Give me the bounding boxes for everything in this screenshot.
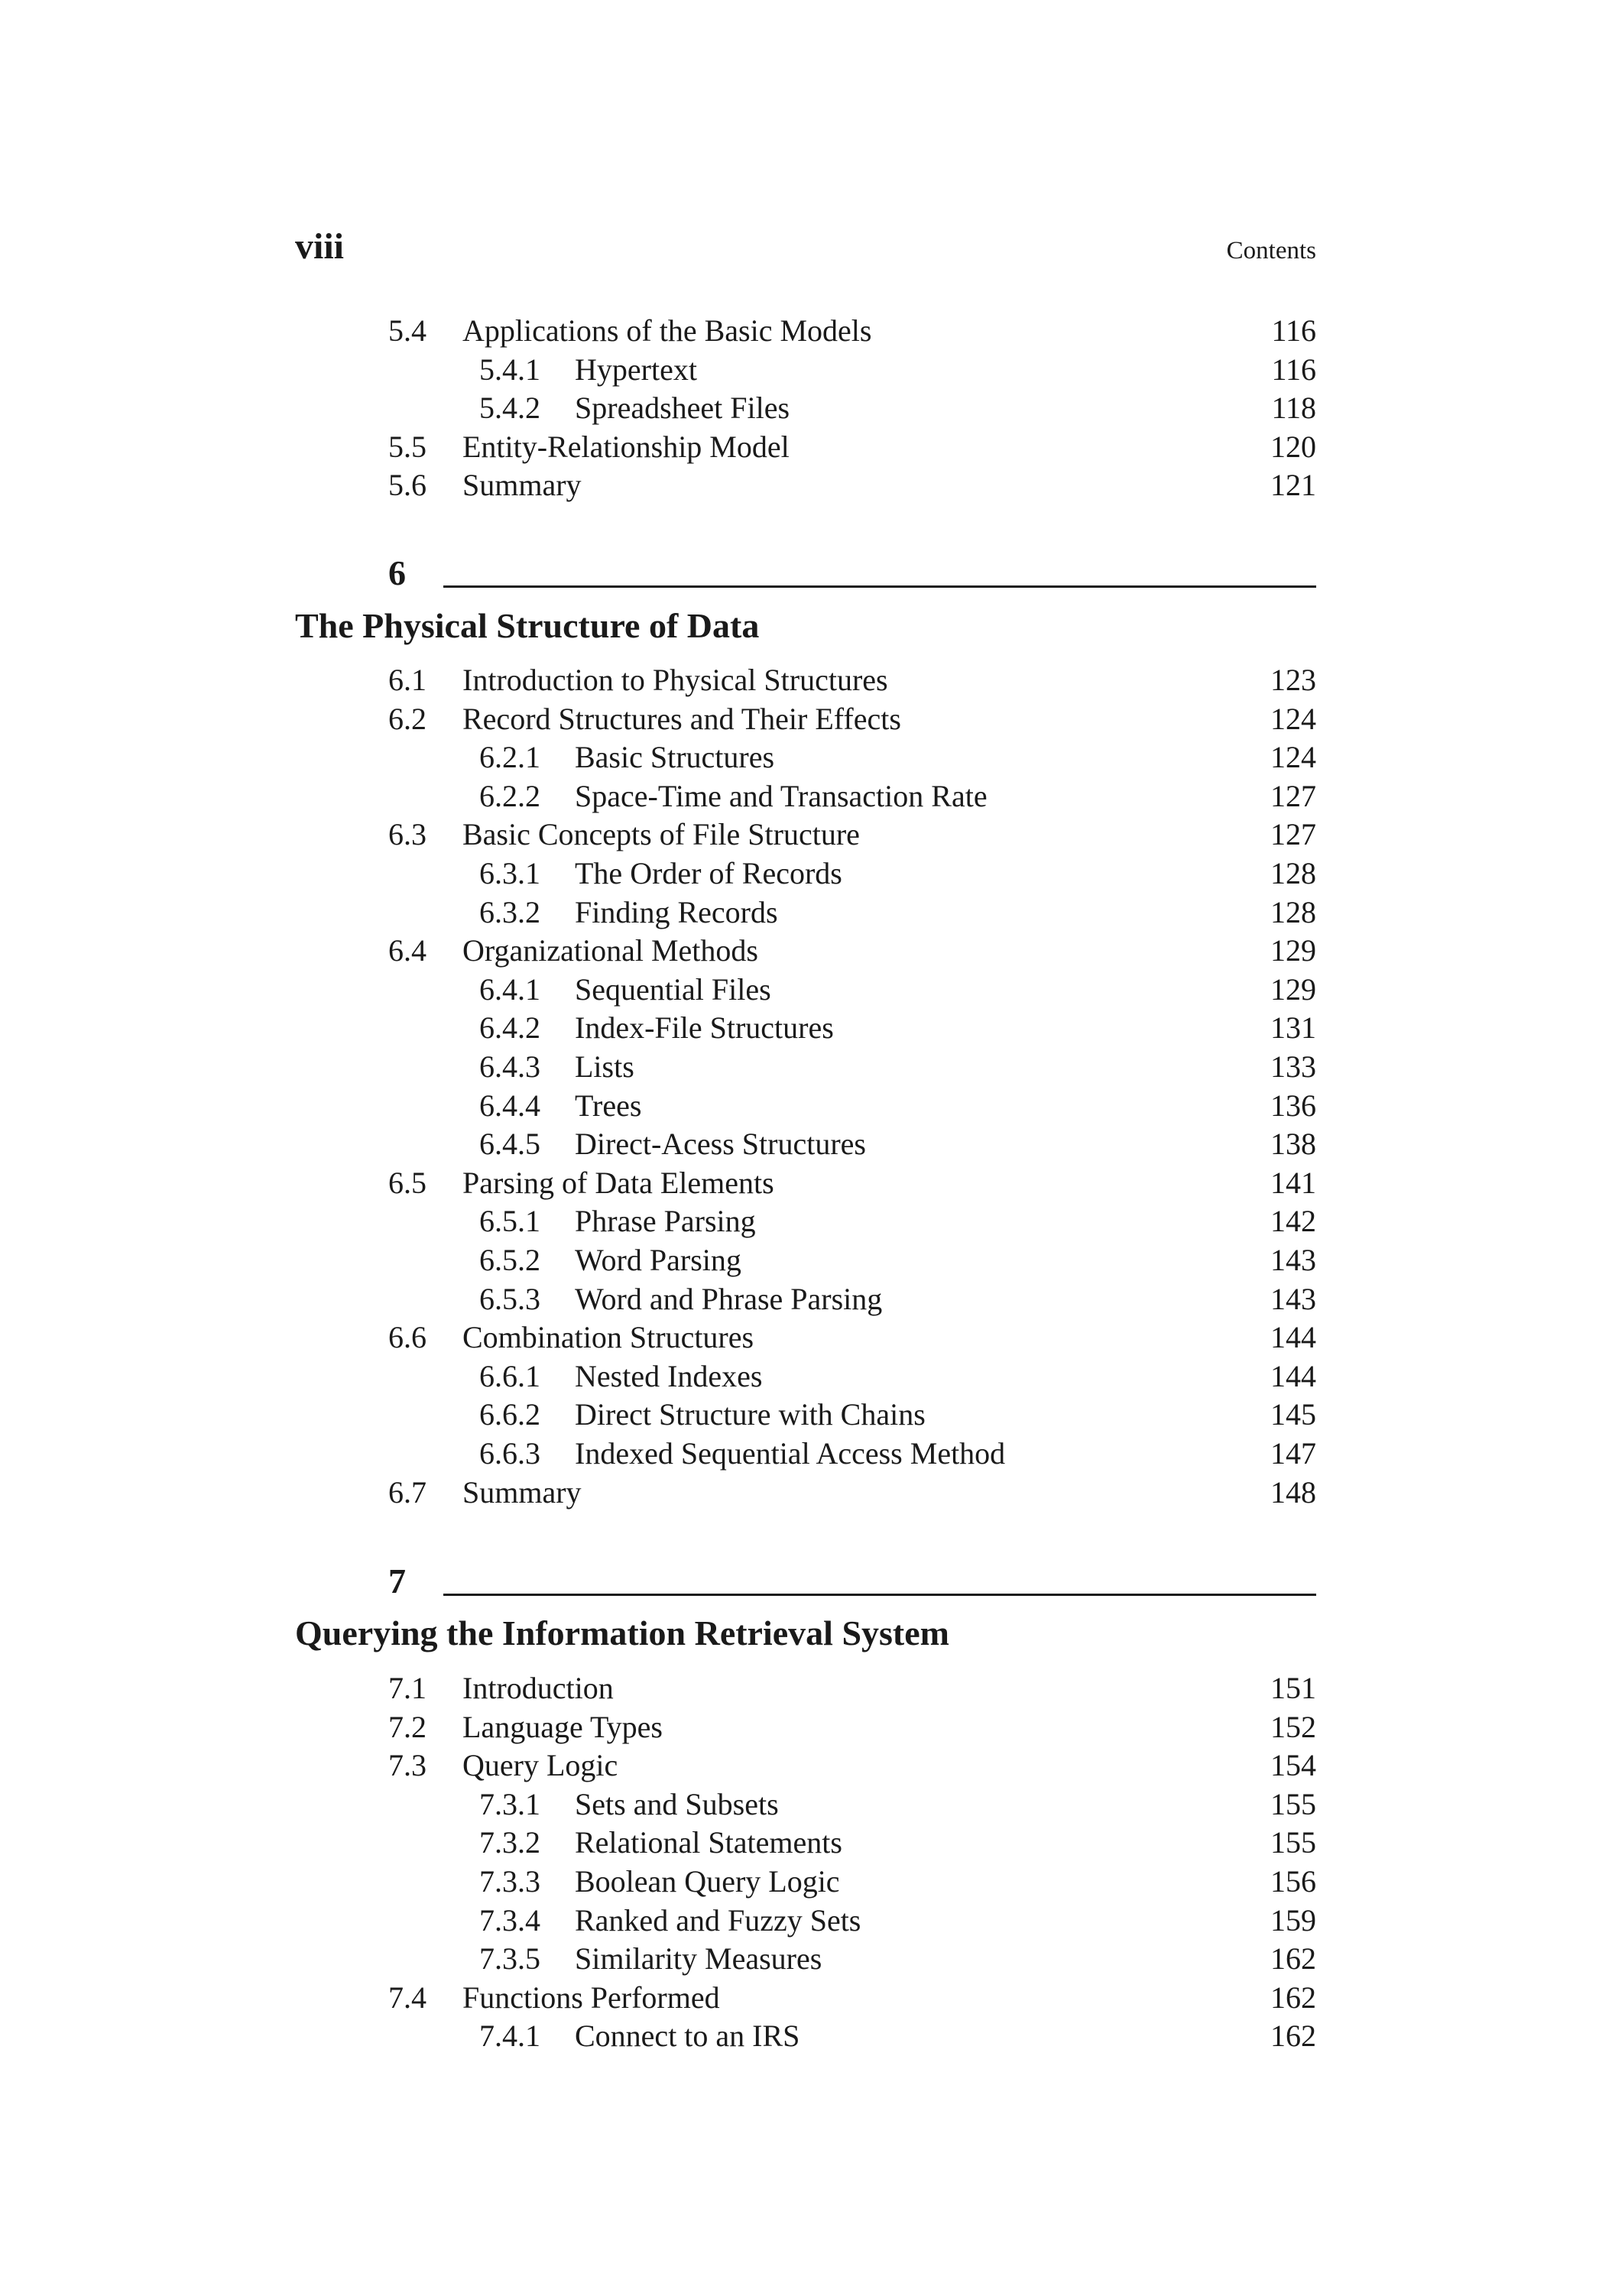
section-number: 7.4.1 [479,2019,540,2054]
section-title: Word and Phrase Parsing [575,1281,883,1316]
section-title: Lists [575,1049,634,1084]
toc-entry[interactable] [0,1474,1599,1512]
section-title: The Order of Records [575,856,842,890]
toc-entry[interactable] [0,1979,1599,2017]
page-reference: 129 [1270,971,1316,1007]
section-number: 5.5 [388,429,427,464]
section-number: 6.2 [388,701,427,736]
section-title: Spreadsheet Files [575,391,790,426]
section-number: 6.4.1 [479,971,540,1007]
toc-entry[interactable] [0,351,1599,389]
toc-entry[interactable] [0,1318,1599,1357]
section-number: 6.3.2 [479,894,540,929]
section-number: 6.5.2 [479,1243,540,1277]
chapter-rule [443,585,1316,588]
section-number: 7.3.2 [479,1825,540,1860]
section-number: 6.6.1 [479,1358,540,1393]
section-number: 5.4.1 [479,352,540,387]
toc-entry[interactable] [0,1009,1599,1047]
section-number: 7.3.4 [479,1902,540,1938]
page-reference: 129 [1270,933,1316,968]
section-title: Direct-Acess Structures [575,1127,866,1162]
section-number: 6.3.1 [479,856,540,890]
section-title: Language Types [462,1709,663,1744]
toc-entry[interactable] [0,1824,1599,1862]
section-number: 7.1 [388,1671,427,1705]
section-number: 6.5 [388,1165,427,1200]
toc-entry[interactable] [0,1396,1599,1434]
toc-entry[interactable] [0,777,1599,816]
toc-entry[interactable] [0,1669,1599,1707]
section-title: Nested Indexes [575,1358,763,1393]
page-reference: 128 [1270,856,1316,890]
section-title: Finding Records [575,894,778,929]
page-reference: 141 [1270,1165,1316,1200]
section-title: Parsing of Data Elements [462,1165,774,1200]
chapter-title: Querying the Information Retrieval System [295,1613,949,1652]
page-reference: 147 [1270,1436,1316,1471]
page-reference: 144 [1270,1320,1316,1355]
page-reference: 142 [1270,1204,1316,1239]
page-number: viii [295,226,345,267]
section-title: Direct Structure with Chains [575,1397,926,1432]
section-title: Connect to an IRS [575,2019,800,2054]
chapter-title: The Physical Structure of Data [295,606,760,645]
section-number: 7.2 [388,1709,427,1744]
page-reference: 123 [1270,663,1316,697]
page-reference: 136 [1270,1088,1316,1123]
section-number: 6.4.2 [479,1010,540,1046]
chapter-rule [443,1594,1316,1596]
toc-entry[interactable] [0,661,1599,699]
page-reference: 144 [1270,1358,1316,1393]
toc-entry[interactable] [0,1357,1599,1396]
section-title: Indexed Sequential Access Method [575,1436,1006,1471]
toc-entry[interactable] [0,1280,1599,1318]
section-number: 6.2.1 [479,740,540,775]
section-title: Applications of the Basic Models [462,313,872,348]
page-reference: 118 [1271,391,1316,426]
section-title: Organizational Methods [462,933,758,968]
toc-entry[interactable] [0,1125,1599,1163]
section-number: 6.4.3 [479,1049,540,1084]
page-reference: 143 [1270,1281,1316,1316]
section-title: Trees [575,1088,642,1123]
section-number: 6.6 [388,1320,427,1355]
section-title: Record Structures and Their Effects [462,701,901,736]
page-reference: 128 [1270,894,1316,929]
section-title: Similarity Measures [575,1941,822,1977]
page-reference: 155 [1270,1825,1316,1860]
page-reference: 124 [1270,701,1316,736]
section-title: Phrase Parsing [575,1204,756,1239]
toc-entry[interactable] [0,1940,1599,1978]
section-number: 5.4.2 [479,391,540,426]
toc-entry[interactable] [0,1048,1599,1086]
toc-entry[interactable] [0,312,1599,350]
section-number: 6.7 [388,1474,427,1510]
page-reference: 145 [1270,1397,1316,1432]
section-title: Sets and Subsets [575,1786,779,1821]
section-number: 5.6 [388,468,427,503]
chapter-number: 7 [388,1561,406,1600]
section-title: Index-File Structures [575,1010,834,1046]
toc-entry[interactable] [0,932,1599,970]
section-title: Basic Concepts of File Structure [462,817,860,852]
page-reference: 138 [1270,1127,1316,1162]
page-reference: 162 [1270,1980,1316,2015]
page-reference: 154 [1270,1748,1316,1783]
page-reference: 148 [1270,1474,1316,1510]
section-title: Functions Performed [462,1980,720,2015]
toc-entry[interactable] [0,1164,1599,1202]
toc-entry[interactable] [0,855,1599,893]
section-title: Summary [462,468,582,503]
toc-entry[interactable] [0,1902,1599,1940]
page-reference: 155 [1270,1786,1316,1821]
section-title: Sequential Files [575,971,771,1007]
section-title: Hypertext [575,352,697,387]
section-number: 6.4.5 [479,1127,540,1162]
toc-entry[interactable] [0,1241,1599,1279]
section-number: 7.4 [388,1980,427,2015]
page-reference: 156 [1270,1864,1316,1899]
page-reference: 127 [1270,778,1316,813]
toc-entry[interactable] [0,428,1599,466]
toc-entry[interactable] [0,1708,1599,1746]
section-number: 6.4 [388,933,427,968]
section-number: 7.3.5 [479,1941,540,1977]
section-number: 6.6.2 [479,1397,540,1432]
page-reference: 124 [1270,740,1316,775]
toc-entry[interactable] [0,466,1599,504]
page-reference: 116 [1271,352,1316,387]
section-number: 6.2.2 [479,778,540,813]
toc-entry[interactable] [0,738,1599,777]
section-title: Word Parsing [575,1243,741,1277]
section-number: 5.4 [388,313,427,348]
section-number: 6.4.4 [479,1088,540,1123]
section-title: Basic Structures [575,740,775,775]
toc-entry[interactable] [0,1785,1599,1824]
page-reference: 116 [1271,313,1316,348]
toc-entry[interactable] [0,1435,1599,1473]
toc-entry[interactable] [0,816,1599,854]
toc-entry[interactable] [0,1087,1599,1125]
page-reference: 143 [1270,1243,1316,1277]
section-title: Space-Time and Transaction Rate [575,778,988,813]
page-reference: 127 [1270,817,1316,852]
section-title: Relational Statements [575,1825,842,1860]
section-title: Ranked and Fuzzy Sets [575,1902,861,1938]
page-reference: 162 [1270,2019,1316,2054]
page-reference: 131 [1270,1010,1316,1046]
running-head: Contents [1226,237,1316,264]
section-title: Introduction to Physical Structures [462,663,888,697]
section-number: 6.1 [388,663,427,697]
toc-entry[interactable] [0,2017,1599,2055]
page-reference: 152 [1270,1709,1316,1744]
chapter-number: 6 [388,553,406,592]
section-title: Summary [462,1474,582,1510]
page-reference: 121 [1270,468,1316,503]
section-number: 6.5.3 [479,1281,540,1316]
page-reference: 120 [1270,429,1316,464]
section-title: Query Logic [462,1748,618,1783]
toc-entry[interactable] [0,1863,1599,1901]
page-reference: 159 [1270,1902,1316,1938]
page-reference: 151 [1270,1671,1316,1705]
toc-entry[interactable] [0,1202,1599,1240]
section-number: 6.5.1 [479,1204,540,1239]
section-title: Combination Structures [462,1320,754,1355]
section-number: 7.3 [388,1748,427,1783]
section-number: 7.3.1 [479,1786,540,1821]
page-reference: 133 [1270,1049,1316,1084]
toc-entry[interactable] [0,971,1599,1009]
toc-entry[interactable] [0,893,1599,932]
section-number: 6.3 [388,817,427,852]
toc-entry[interactable] [0,700,1599,738]
toc-entry[interactable] [0,389,1599,427]
section-title: Introduction [462,1671,614,1705]
section-number: 6.6.3 [479,1436,540,1471]
page-reference: 162 [1270,1941,1316,1977]
toc-entry[interactable] [0,1746,1599,1785]
section-title: Entity-Relationship Model [462,429,790,464]
section-number: 7.3.3 [479,1864,540,1899]
section-title: Boolean Query Logic [575,1864,840,1899]
